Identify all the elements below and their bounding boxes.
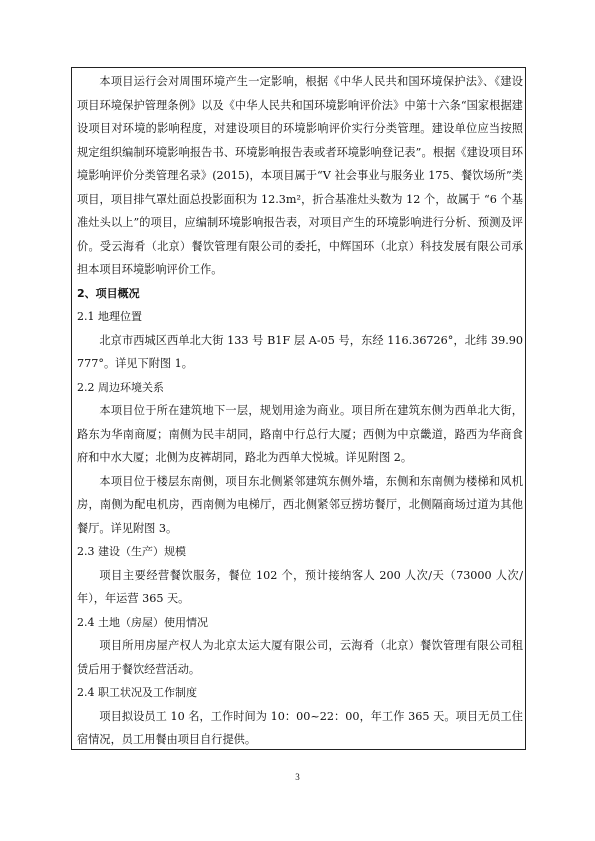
section-2-4-staff-heading: 2.4 职工状况及工作制度	[77, 686, 197, 699]
section-2-2-text-1: 本项目位于所在建筑地下一层，规划用途为商业。项目所在建筑东侧为西单北大街，路东为华南商厦；南侧为民丰胡同，路南中行总行大厦；西侧为中京畿道，路西为华商食府和中水大厦；北侧为皮裤胡同，路北为西单大悦城。详见附图 2。	[77, 404, 523, 464]
section-2-1-heading: 2.1 地理位置	[77, 310, 142, 323]
section-2-3-text: 项目主要经营餐饮服务，餐位 102 个，预计接纳客人 200 人次/天（73000 人次/年），年运营 365 天。	[77, 568, 523, 605]
section-2-2-heading: 2.2 周边环境关系	[77, 380, 164, 394]
document-body	[77, 70, 523, 752]
section-2-4-land-text: 项目所用房屋产权人为北京太运大厦有限公司，云海肴（北京）餐饮管理有限公司租赁后用于餐饮经营活动。	[77, 639, 523, 676]
section-2-1-text: 北京市西城区西单北大街 133 号 B1F 层 A-05 号，东经 116.36726°，北纬 39.90777°。详见下附图 1。	[77, 333, 523, 370]
page-number: 3	[295, 772, 300, 782]
section-2-heading: 2、项目概况	[77, 286, 140, 300]
section-2-4-land-heading: 2.4 土地（房屋）使用情况	[77, 615, 208, 629]
section-2-2-text-2: 本项目位于楼层东南侧，项目东北侧紧邻建筑东侧外墙，东侧和东南侧为楼梯和风机房，南侧为配电机房，西南侧为电梯厅，西北侧紧邻豆捞坊餐厅，北侧隔商场过道为其他餐厅。详见附图 3。	[77, 474, 523, 535]
section-2-4-staff-text: 项目拟设员工 10 名，工作时间为 10：00~22：00，年工作 365 天。项目无员工住宿情况，员工用餐由项目自行提供。	[77, 709, 523, 746]
section-2-3-heading: 2.3 建设（生产）规模	[77, 545, 186, 558]
intro-paragraph: 本项目运行会对周围环境产生一定影响，根据《中华人民共和国环境保护法》、《建设项目环境保护管理条例》以及《中华人民共和国环境影响评价法》中第十六条“国家根据建设项目对环境的影响程度，对建设项目的环境影响评价实行分类管理。建设单位应当按照规定组织编制环境影响报告书、环境影响报告表或者环境影响登记表”。根据《建设项目环境影响评价分类管理名录》(2015)，本项目属于“V 社会事业与服务业 175、餐饮场所”类项目，项目排气罩灶面总投影面积为 12.3m²，折合基准灶头数为 12 个，故属于 “6 个基准灶头以上”的项目，应编制环境影响报告表，对项目产生的环境影响进行分析、预测及评价。受云海肴（北京）餐饮管理有限公司的委托，中辉国环（北京）科技发展有限公司承担本项目环境影响评价工作。	[77, 75, 523, 276]
